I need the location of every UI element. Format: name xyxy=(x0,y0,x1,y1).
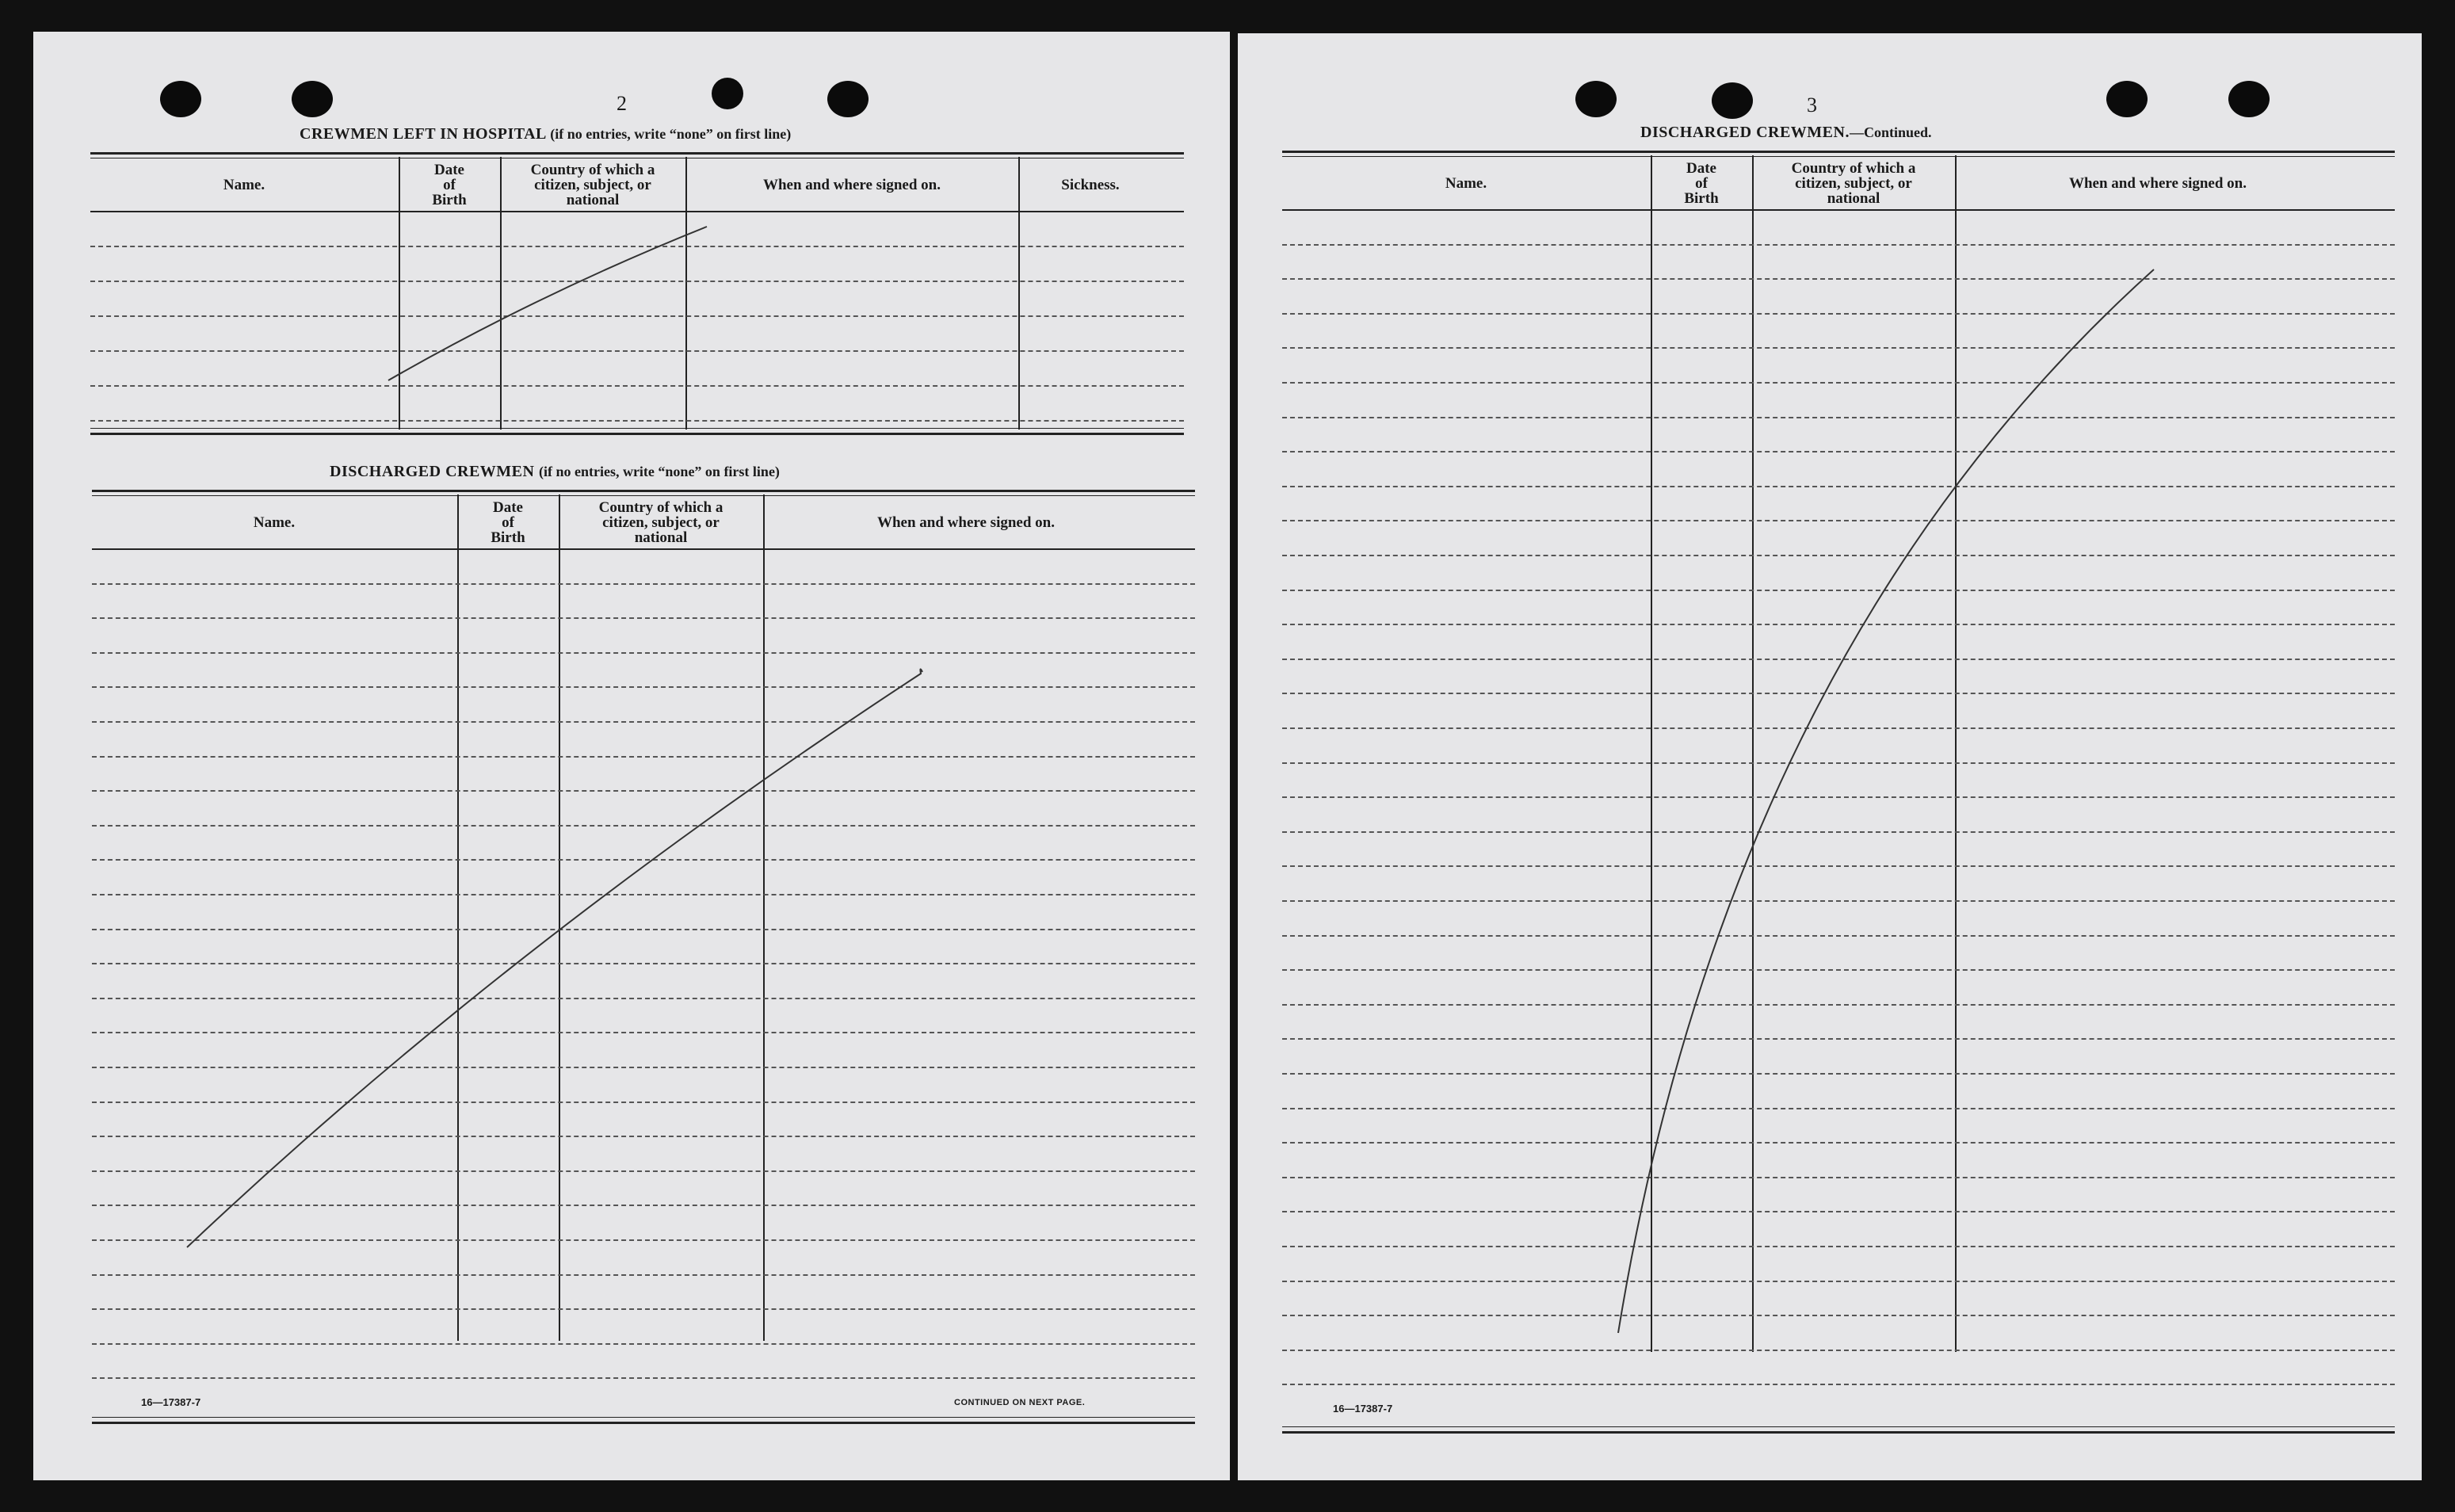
punch-hole xyxy=(1575,81,1617,117)
entry-line xyxy=(1282,1038,2395,1040)
column-header-name: Name. xyxy=(223,176,265,193)
entry-line xyxy=(1282,520,2395,521)
entry-line xyxy=(92,790,1195,792)
entry-line xyxy=(92,583,1195,585)
entry-line xyxy=(1282,1246,2395,1247)
column-header-signed-on: When and where signed on. xyxy=(2068,174,2247,192)
entry-line xyxy=(1282,347,2395,349)
column-header-date-of-birth: Date of Birth xyxy=(1684,159,1719,207)
column-header-signed-on: When and where signed on. xyxy=(876,514,1055,531)
column-header-name: Name. xyxy=(253,514,296,531)
entry-line xyxy=(1282,796,2395,798)
punch-hole xyxy=(2106,81,2148,117)
entry-line xyxy=(1282,900,2395,902)
hospital-section-title: CREWMEN LEFT IN HOSPITAL (if no entries, write “none” on first line) xyxy=(300,125,792,143)
entry-line xyxy=(92,1136,1195,1137)
column-header-country: Country of which a citizen, subject, or national xyxy=(598,498,724,546)
page-number: 3 xyxy=(1807,94,1817,116)
entry-line xyxy=(92,1032,1195,1033)
entry-line xyxy=(92,756,1195,758)
punch-hole xyxy=(160,81,201,117)
column-header-sickness: Sickness. xyxy=(1061,176,1120,193)
entry-line xyxy=(1282,417,2395,418)
entry-line xyxy=(92,998,1195,999)
entry-line xyxy=(92,1274,1195,1276)
entry-line xyxy=(1282,1004,2395,1006)
entry-line xyxy=(1282,382,2395,384)
entry-line xyxy=(1282,555,2395,556)
entry-line xyxy=(1282,659,2395,660)
entry-line xyxy=(92,1308,1195,1310)
punch-hole xyxy=(292,81,333,117)
punch-hole xyxy=(712,78,743,109)
hospital-table xyxy=(90,152,1184,471)
entry-line xyxy=(92,1102,1195,1103)
entry-line xyxy=(92,721,1195,723)
punch-hole xyxy=(2228,81,2270,117)
column-header-country: Country of which a citizen, subject, or national xyxy=(1791,159,1916,207)
entry-line xyxy=(1282,865,2395,867)
entry-line xyxy=(92,1343,1195,1345)
form-code: 16—17387-7 xyxy=(1333,1403,1393,1415)
entry-line xyxy=(1282,1142,2395,1144)
entry-line xyxy=(92,686,1195,688)
entry-line xyxy=(92,929,1195,930)
entry-line xyxy=(90,315,1184,317)
form-code: 16—17387-7 xyxy=(141,1396,201,1408)
entry-line xyxy=(92,963,1195,964)
continued-note: CONTINUED ON NEXT PAGE. xyxy=(954,1398,1086,1407)
entry-line xyxy=(1282,313,2395,315)
discharged-continued-table xyxy=(1282,151,2395,1434)
column-header-signed-on: When and where signed on. xyxy=(762,176,941,193)
entry-line xyxy=(1282,969,2395,971)
entry-line xyxy=(1282,1281,2395,1282)
column-header-name: Name. xyxy=(1445,174,1487,192)
discharged-continued-title: DISCHARGED CREWMEN.—Continued. xyxy=(1640,124,1932,141)
entry-line xyxy=(1282,1384,2395,1385)
entry-line xyxy=(1282,451,2395,452)
entry-line xyxy=(92,1377,1195,1379)
entry-line xyxy=(92,1067,1195,1068)
entry-line xyxy=(92,894,1195,895)
entry-line xyxy=(92,1170,1195,1172)
entry-line xyxy=(92,1239,1195,1241)
entry-line xyxy=(1282,727,2395,729)
entry-line xyxy=(1282,1211,2395,1212)
punch-hole xyxy=(827,81,869,117)
entry-line xyxy=(90,385,1184,387)
column-header-date-of-birth: Date of Birth xyxy=(491,498,525,546)
form-page-2 xyxy=(33,32,1230,1480)
entry-line xyxy=(90,420,1184,422)
entry-line xyxy=(1282,1350,2395,1351)
entry-line xyxy=(92,617,1195,619)
entry-line xyxy=(90,246,1184,247)
entry-line xyxy=(1282,1108,2395,1109)
entry-line xyxy=(1282,624,2395,625)
entry-line xyxy=(1282,1073,2395,1075)
punch-hole xyxy=(1712,82,1753,119)
entry-line xyxy=(1282,762,2395,764)
discharged-section-title: DISCHARGED CREWMEN (if no entries, write “none” on first line) xyxy=(330,463,780,480)
entry-line xyxy=(1282,693,2395,694)
entry-line xyxy=(1282,831,2395,833)
discharged-table xyxy=(92,490,1195,1433)
entry-line xyxy=(92,825,1195,827)
entry-line xyxy=(1282,486,2395,487)
entry-line xyxy=(92,859,1195,861)
entry-line xyxy=(90,281,1184,282)
entry-line xyxy=(92,1205,1195,1206)
entry-line xyxy=(92,652,1195,654)
entry-line xyxy=(1282,1315,2395,1316)
entry-line xyxy=(1282,1177,2395,1178)
form-page-3 xyxy=(1238,33,2422,1480)
entry-line xyxy=(1282,244,2395,246)
column-header-date-of-birth: Date of Birth xyxy=(432,161,467,208)
column-header-country: Country of which a citizen, subject, or national xyxy=(530,161,655,208)
entry-line xyxy=(1282,590,2395,591)
entry-line xyxy=(1282,278,2395,280)
page-number: 2 xyxy=(617,92,627,115)
entry-line xyxy=(90,350,1184,352)
entry-line xyxy=(1282,935,2395,937)
